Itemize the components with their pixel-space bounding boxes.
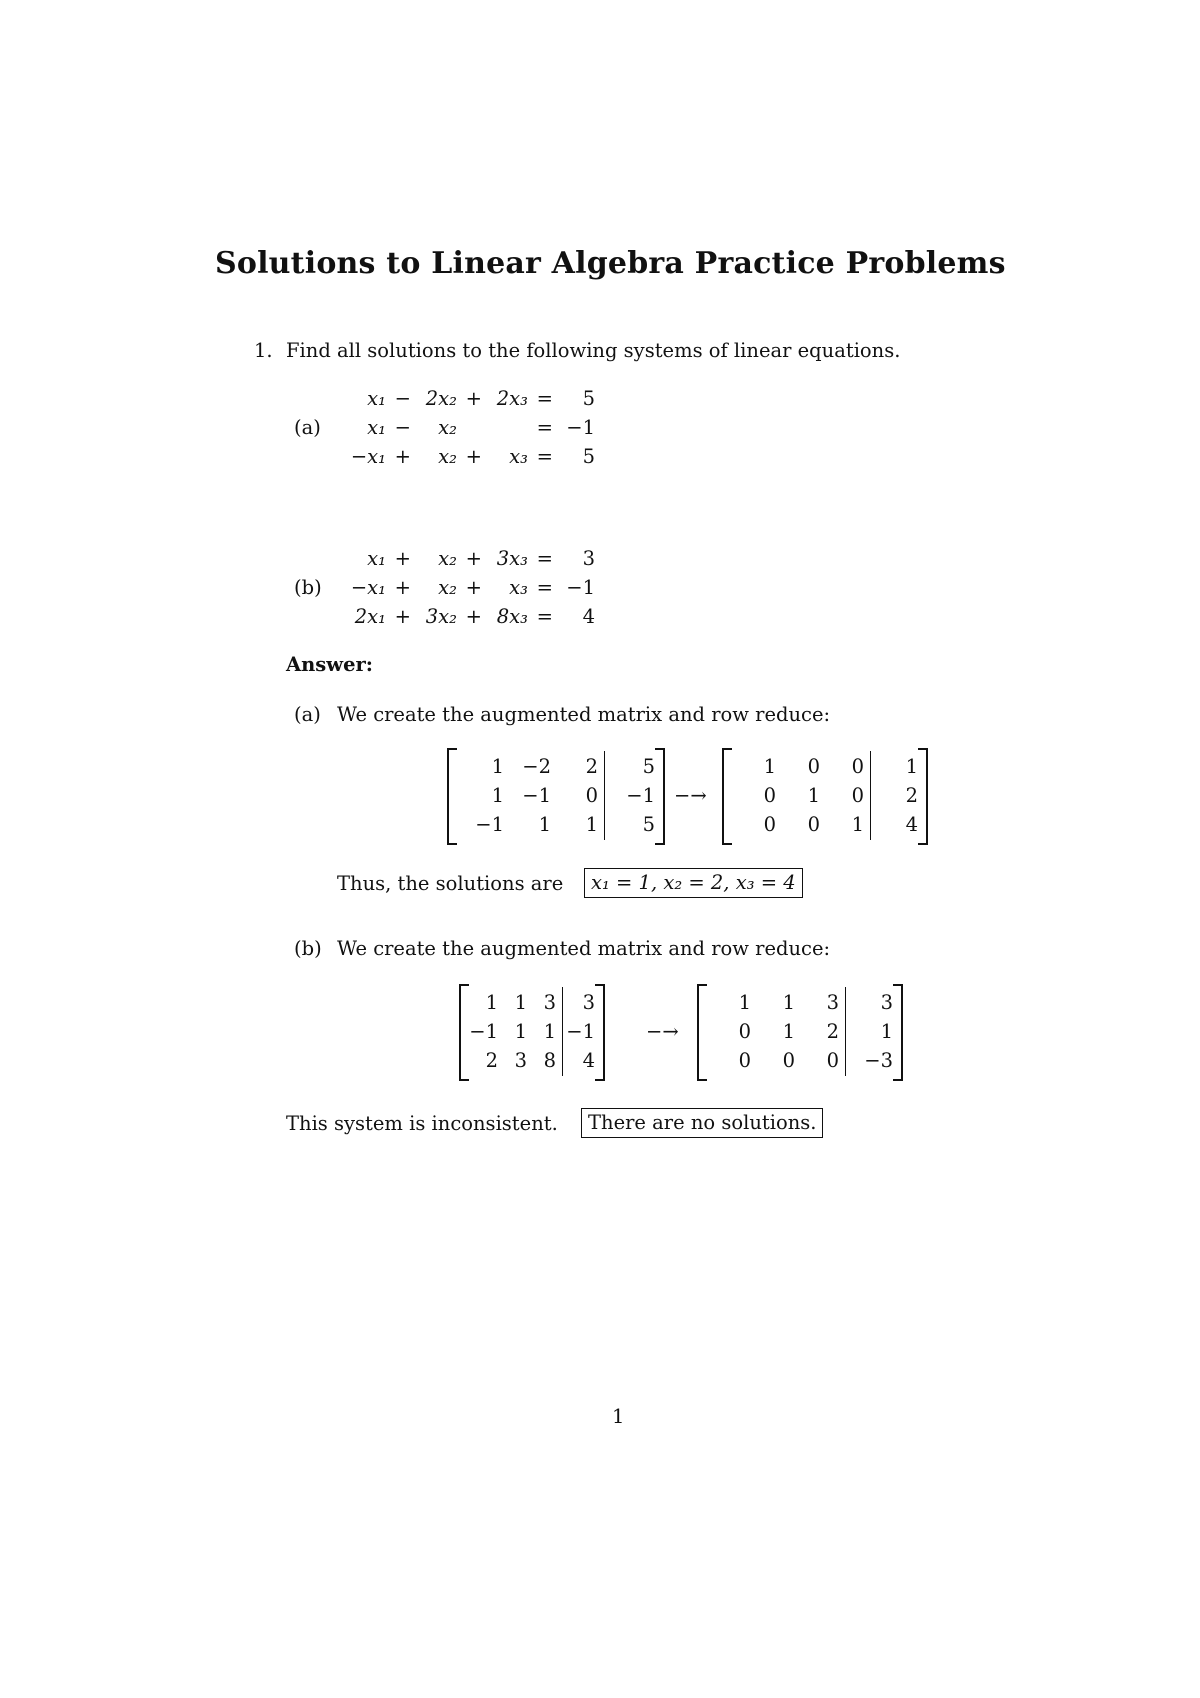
augment-divider: [870, 751, 871, 840]
equation-term: +: [394, 445, 411, 468]
matrix-cell: 1: [763, 755, 776, 778]
answer-b-conclusion: This system is inconsistent.: [286, 1112, 558, 1135]
arrow-a: −→: [674, 784, 707, 807]
matrix-cell: 1: [807, 784, 820, 807]
matrix-cell: 1: [585, 813, 598, 836]
matrix-right-bracket: [918, 748, 928, 845]
matrix-cell: 0: [826, 1049, 839, 1072]
matrix-cell: −1: [626, 784, 655, 807]
equation-row: [0, 605, 700, 633]
matrix-cell: 1: [782, 1020, 795, 1043]
matrix-left-bracket: [447, 748, 457, 845]
matrix-cell: 0: [763, 813, 776, 836]
equation-term: 8x₃: [496, 605, 528, 628]
equation-term: −1: [566, 576, 595, 599]
matrix-cell: 0: [763, 784, 776, 807]
matrix-cell: 4: [905, 813, 918, 836]
system-a-label: (a): [294, 416, 321, 439]
equation-term: +: [394, 605, 411, 628]
equation-term: 2x₃: [496, 387, 528, 410]
equation-term: =: [536, 576, 553, 599]
matrix-cell: 0: [782, 1049, 795, 1072]
equation-term: +: [465, 445, 482, 468]
matrix-b-right: [697, 984, 903, 1081]
matrix-cell: 0: [738, 1020, 751, 1043]
matrix-cell: 8: [543, 1049, 556, 1072]
matrix-cell: −3: [864, 1049, 893, 1072]
equation-term: x₂: [438, 576, 457, 599]
equation-term: 4: [582, 605, 595, 628]
equation-term: 3: [582, 547, 595, 570]
equation-term: =: [536, 387, 553, 410]
matrix-cell: 0: [851, 755, 864, 778]
equation-row: [0, 445, 700, 473]
matrix-cell: 3: [826, 991, 839, 1014]
matrix-cell: 1: [514, 991, 527, 1014]
matrix-cell: 4: [582, 1049, 595, 1072]
matrix-cell: 3: [880, 991, 893, 1014]
matrix-cell: 1: [738, 991, 751, 1014]
equation-term: +: [465, 605, 482, 628]
problem-prompt: Find all solutions to the following systems of linear equations.: [286, 339, 901, 362]
system-b-label: (b): [294, 576, 322, 599]
matrix-cell: 0: [738, 1049, 751, 1072]
matrix-cell: 1: [851, 813, 864, 836]
matrix-cell: −1: [566, 1020, 595, 1043]
matrix-cell: 1: [514, 1020, 527, 1043]
equation-term: =: [536, 547, 553, 570]
equation-term: −x₁: [350, 445, 386, 468]
matrix-left-bracket: [722, 748, 732, 845]
matrix-cell: 1: [543, 1020, 556, 1043]
page-number: 1: [612, 1405, 625, 1428]
matrix-cell: 1: [782, 991, 795, 1014]
equation-term: +: [465, 387, 482, 410]
equation-term: −x₁: [350, 576, 386, 599]
equation-term: 5: [582, 387, 595, 410]
matrix-cell: 0: [585, 784, 598, 807]
equation-term: x₁: [367, 416, 386, 439]
equation-term: 3x₃: [496, 547, 528, 570]
matrix-right-bracket: [655, 748, 665, 845]
matrix-cell: 5: [642, 813, 655, 836]
matrix-cell: 0: [807, 813, 820, 836]
equation-term: x₃: [509, 576, 528, 599]
matrix-cell: 1: [905, 755, 918, 778]
equation-term: −: [394, 387, 411, 410]
equation-term: x₃: [509, 445, 528, 468]
matrix-right-bracket: [893, 984, 903, 1081]
equation-term: =: [536, 416, 553, 439]
equation-row: [0, 547, 700, 575]
equation-term: −: [394, 416, 411, 439]
equation-row: [0, 416, 700, 444]
equation-term: =: [536, 605, 553, 628]
matrix-cell: 5: [642, 755, 655, 778]
answer-b-label: (b): [294, 937, 322, 960]
equation-term: 5: [582, 445, 595, 468]
answer-a-boxed-solution: x₁ = 1, x₂ = 2, x₃ = 4: [584, 868, 803, 898]
answer-a-label: (a): [294, 703, 321, 726]
matrix-cell: 3: [582, 991, 595, 1014]
matrix-cell: −2: [522, 755, 551, 778]
equation-row: [0, 576, 700, 604]
matrix-b-left: [459, 984, 605, 1081]
matrix-left-bracket: [697, 984, 707, 1081]
answer-b-text: We create the augmented matrix and row reduce:: [337, 937, 831, 960]
matrix-cell: 2: [585, 755, 598, 778]
matrix-cell: 1: [485, 991, 498, 1014]
equation-term: x₂: [438, 547, 457, 570]
matrix-cell: 2: [485, 1049, 498, 1072]
matrix-a-right: [722, 748, 928, 845]
equation-term: x₁: [367, 387, 386, 410]
augment-divider: [845, 987, 846, 1076]
matrix-cell: 1: [491, 784, 504, 807]
matrix-cell: 0: [807, 755, 820, 778]
equation-term: 2x₂: [425, 387, 457, 410]
answer-a-text: We create the augmented matrix and row reduce:: [337, 703, 831, 726]
equation-term: +: [465, 576, 482, 599]
answer-heading: Answer:: [286, 653, 373, 676]
equation-term: −1: [566, 416, 595, 439]
equation-term: +: [394, 576, 411, 599]
matrix-right-bracket: [595, 984, 605, 1081]
equation-term: x₂: [438, 445, 457, 468]
matrix-cell: 2: [826, 1020, 839, 1043]
matrix-cell: 3: [514, 1049, 527, 1072]
matrix-a-left: [447, 748, 665, 845]
equation-row: [0, 387, 700, 415]
matrix-cell: 0: [851, 784, 864, 807]
matrix-cell: −1: [469, 1020, 498, 1043]
equation-term: =: [536, 445, 553, 468]
equation-term: 2x₁: [354, 605, 386, 628]
equation-term: +: [394, 547, 411, 570]
equation-term: x₁: [367, 547, 386, 570]
augment-divider: [604, 751, 605, 840]
matrix-cell: 1: [538, 813, 551, 836]
matrix-cell: 2: [905, 784, 918, 807]
matrix-cell: 3: [543, 991, 556, 1014]
answer-a-conclusion: Thus, the solutions are: [337, 872, 564, 895]
equation-term: x₂: [438, 416, 457, 439]
matrix-cell: −1: [522, 784, 551, 807]
equation-term: +: [465, 547, 482, 570]
matrix-cell: 1: [880, 1020, 893, 1043]
matrix-cell: −1: [475, 813, 504, 836]
equation-term: 3x₂: [425, 605, 457, 628]
problem-number: 1.: [254, 339, 273, 362]
arrow-b: −→: [646, 1020, 679, 1043]
answer-b-boxed-solution: There are no solutions.: [581, 1108, 823, 1138]
page-title: Solutions to Linear Algebra Practice Problems: [215, 246, 1006, 281]
matrix-cell: 1: [491, 755, 504, 778]
